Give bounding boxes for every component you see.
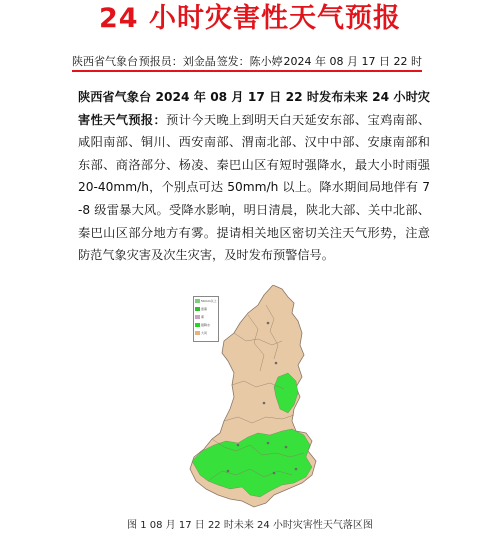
header-divider [72, 70, 422, 72]
legend-item [194, 313, 218, 321]
legend-swatch [195, 323, 200, 327]
legend-swatch [195, 315, 200, 319]
legend-label: 强降水 [201, 323, 211, 327]
legend-item [194, 305, 218, 313]
page-title: 24 小时灾害性天气预报 [99, 3, 401, 34]
forecast-body [78, 86, 430, 267]
issue-date: 2024 年 08 月 17 日 22 时 [283, 55, 422, 68]
meta-line [72, 55, 422, 69]
legend-label: 雾 [201, 315, 205, 319]
legend-swatch [195, 299, 200, 303]
forecast-lead: 陕西省气象台 2024 年 08 月 17 日 22 时发布未来 24 小时灾害性天气预报： [78, 90, 430, 127]
signer: 签发：陈小婷 [216, 55, 283, 68]
legend-label: 大风 [201, 331, 208, 335]
figure-caption: 图 1 08 月 17 日 22 时未来 24 小时灾害性天气落区图 [127, 520, 373, 531]
legend-swatch [195, 331, 200, 335]
legend-swatch [195, 307, 200, 311]
map-legend [193, 296, 219, 342]
legend-label: 雷暴 [201, 307, 208, 311]
legend-item [194, 321, 218, 329]
legend-item [194, 329, 218, 337]
legend-item [194, 297, 218, 305]
issuing-office: 陕西省气象台 [72, 55, 138, 68]
forecaster: 预报员：刘金晶 [138, 55, 216, 68]
forecast-text: 预计今天晚上到明天白天延安东部、宝鸡南部、咸阳南部、铜川、西安南部、渭南北部、汉中中部、安康南部和东部、商洛部分、杨凌、秦巴山区有短时强降水，最大小时雨强 20-40mm/h，个别点可达 50mm/h 以上。降水期间局地伴有 7-8 级雷暴大风。受降水影响，明日清晨，陕北大部、关中北部、秦巴山区部分地方有雾。提请相关地区密切关注天气形势，注意防范气象灾害及次生灾害，及时发布预警信号。 [78, 112, 431, 263]
legend-label: 50mm以上 [201, 299, 217, 303]
